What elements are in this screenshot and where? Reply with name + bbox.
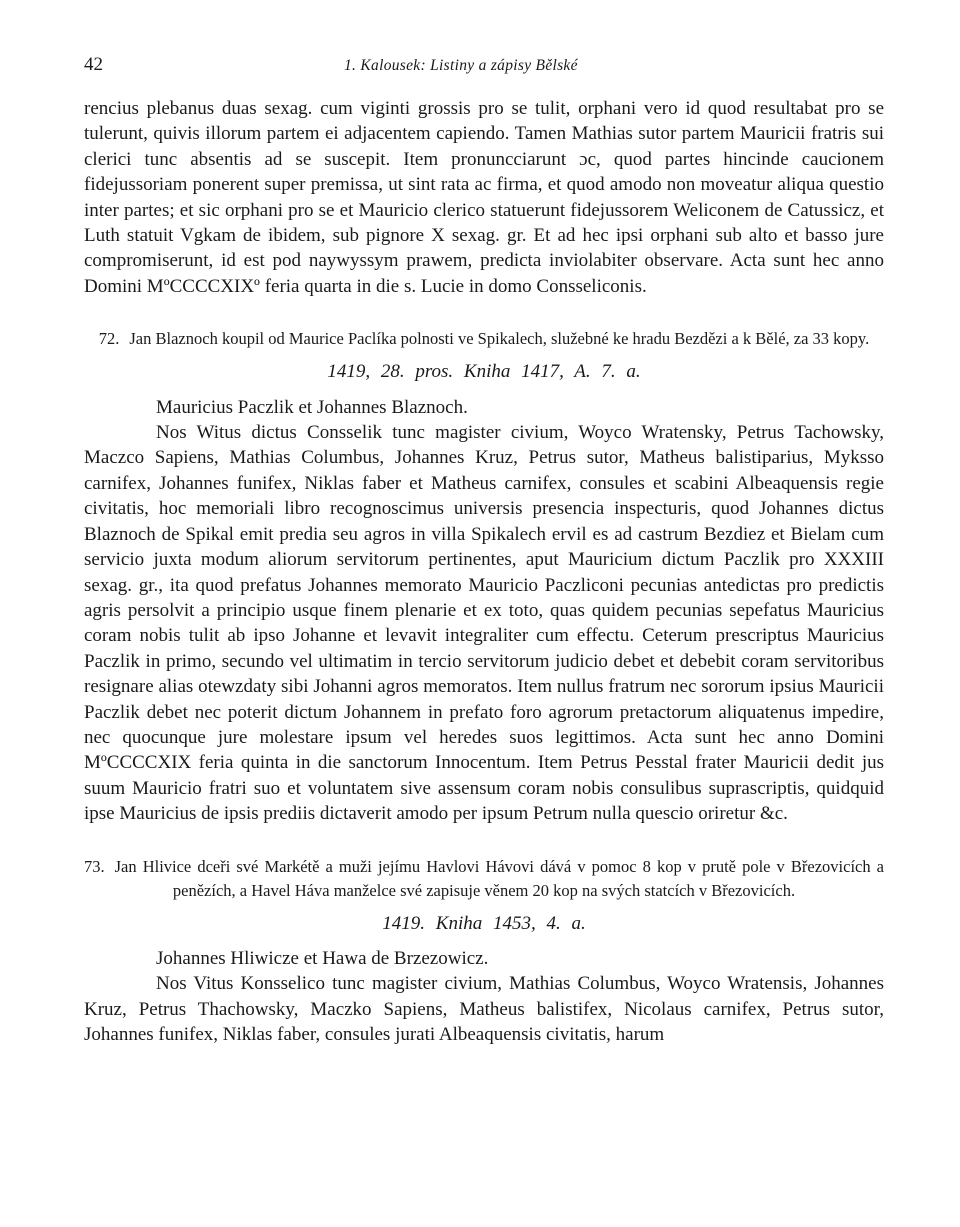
entry-parties: Mauricius Paczlik et Johannes Blaznoch. [156,396,468,418]
entry-number: 72. [98,329,120,349]
entry-parties: Johannes Hliwicze et Hawa de Brzezowicz. [156,947,489,969]
entry-heading [84,327,884,351]
running-head-title: 1. Kalousek: Listiny a zápisy Bělské [344,57,578,74]
page-number: 42 [84,54,103,75]
carryover-paragraph: rencius plebanus duas sexag. cum viginti grossis pro se tulit, orphani vero id quod resultabat pro se tulerunt, quivis illorum partem ei adjacentem capiendo. Tamen Mathias sutor partem Mauricii fratris sui clerici tunc absentis ad se suscepit. Item pronuncciarunt ɔc, quod partes hincinde caucionem fidejussoriam ponerent super premissa, ut sint rata ac firma, et quod amodo non moveatur aliqua questio inter partes; et sic orphani pro se et Mauricio clerico statuerunt fidejussorem Weliconem de Catussicz, et Luth statuit Vgkam de ibidem, sub pignore X sexag. gr. Et ad hec ipsi orphani sub alto et basso jure compromiserunt, id est pod naywyssym prawem, predicta inviolabiter observare. Acta sunt hec anno Domini MºCCCCXIXº feria quarta in die s. Lucie in domo Consseliconis. [84,98,884,297]
entry-text: Nos Vitus Konsselico tunc magister civium, Mathias Columbus, Woyco Wratensis, Johannes Kruz, Petrus Thachowsky, Maczko Sapiens, Matheus balistifex, Nicolaus carnifex, Petrus sutor, Johannes funifex, Niklas faber, consules jurati Albeaquensis civitatis, harum [84,973,884,1046]
entry-number: 73. [84,856,105,876]
entry-72 [84,327,884,826]
entry-heading-text: Jan Hlivice dceři své Markétě a muži jejímu Havlovi Hávovi dává v pomoc 8 kop v prutě pole v Březovicích a penězích, a Havel Háva manželce své zapisuje věnem 20 kop na svých statcích v Březovicích. [114,856,884,900]
entry-source: 1419, 28. pros. Kniha 1417, A. 7. a. [327,361,641,383]
entry-source: 1419. Kniha 1453, 4. a. [382,912,586,934]
running-head [84,52,884,82]
entry-heading-text: Jan Blaznoch koupil od Maurice Paclíka polnosti ve Spikalech, služebné ke hradu Bezdězi a k Bělé, za 33 kopy. [129,329,870,349]
entry-73 [84,855,884,1048]
entry-text: Nos Witus dictus Consselik tunc magister civium, Woyco Wratensky, Petrus Tachowsky, Maczco Sapiens, Mathias Columbus, Johannes Kruz, Petrus sutor, Matheus balistiparius, Myksso carnifex, Johannes funifex, Niklas faber et Matheus carnifex, consules et scabini Albeaquensis regie civitatis, hoc memoriali libro recognoscimus universis presencia inspecturis, quod Johannes dictus Blaznoch de Spikal emit predia seu agros in villa Spikalech ervil es ad castrum Bezdiez et Bielam cum servicio juxta modum aliorum servitorum pertinentes, aput Mauricium dictum Paczlik pro XXXIII sexag. gr., ita quod prefatus Johannes memorato Mauricio Paczliconi pecunias antedictas pro predictis agris persolvit a principio usque finem plenarie et ex toto, quas quidem pecunias sepefatus Mauricius coram nobis tulit ab ipso Johanne et levavit integraliter cum effectu. Ceterum prescriptus Mauricius Paczlik in primo, secundo vel ultimatim in tercio servitorum judicio debet et debebit coram servitoribus resignare alias otewzdaty sibi Johanni agros memoratos. Item nullus fratrum nec sororum ipsius Mauricii Paczlik debet nec poterit dictum Johannem in prefato foro agrorum pretactorum aliquatenus impedire, nec quocunque jure molestare ipsum vel heredes suos legittimos. Acta sunt hec anno Domini MºCCCCXIX feria quinta in die sanctorum Innocentum. Item Petrus Pesstal frater Mauricii dedit jus suum Mauricio fratri suo et voluntatem sive assensum coram nobis consulibus suprascriptis, quidquid ipse Mauricius de ipsis prediis dictaverit amodo per ipsum Petrum nulla quescio oriretur &c. [84,422,884,825]
entry-heading [84,855,884,903]
